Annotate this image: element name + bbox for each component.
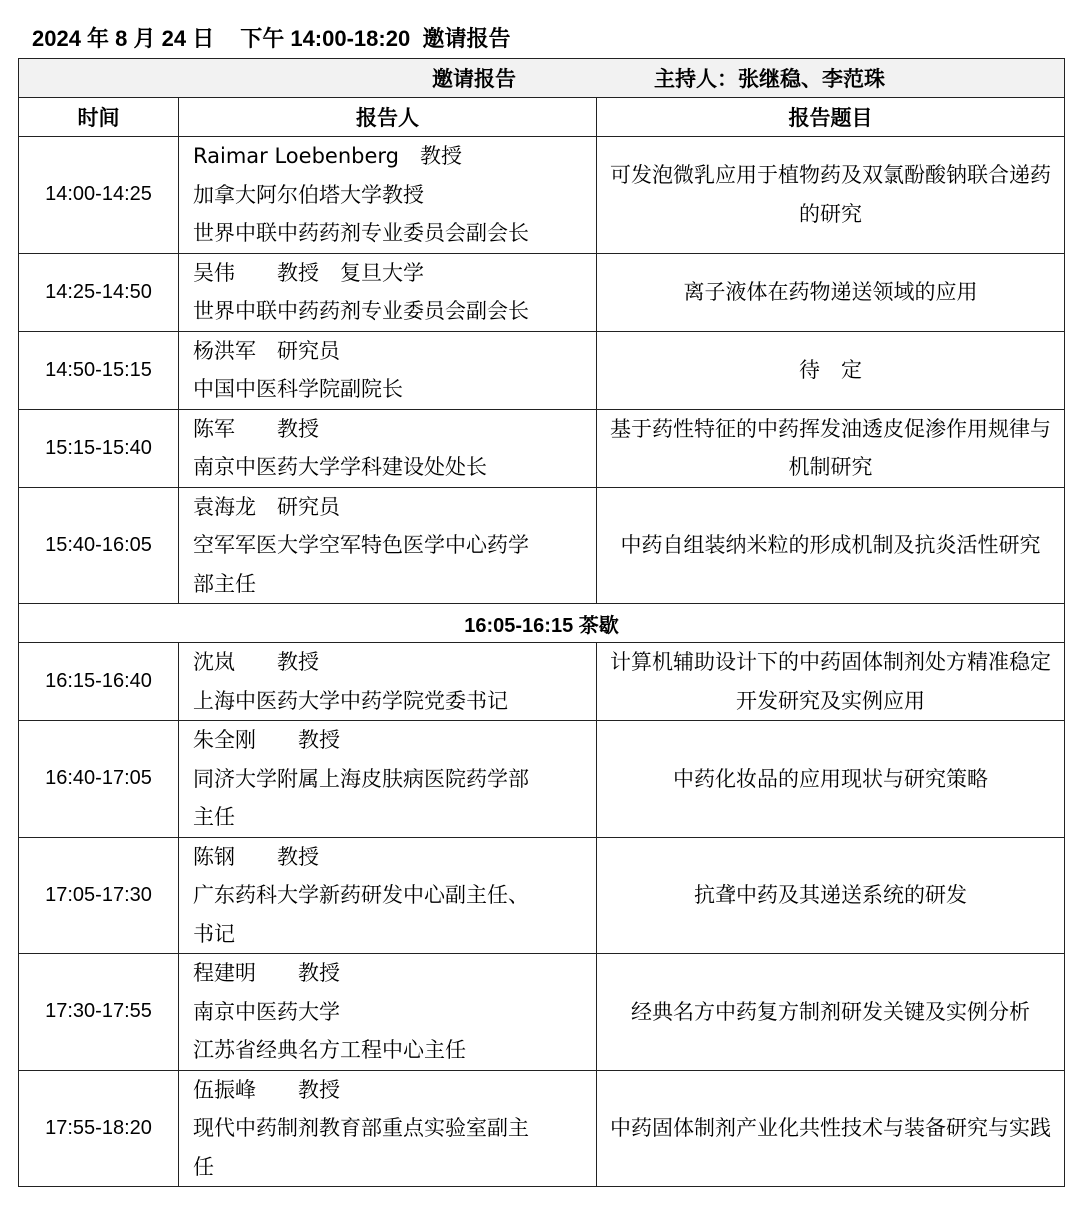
topic-line: 研究 — [998, 533, 1041, 557]
speaker-line: 上海中医药大学中药学院党委书记 — [193, 688, 508, 713]
heading-time: 下午 14:00-18:20 — [240, 26, 411, 51]
talk-speaker — [179, 643, 597, 721]
speaker-line: 同济大学附属上海皮肤病医院药学部 — [193, 766, 529, 791]
talk-topic — [597, 487, 1065, 604]
talk-time: 16:15-16:40 — [19, 643, 179, 721]
banner-host: 主持人：张继稳、李范珠 — [654, 67, 885, 91]
talk-row — [19, 409, 1065, 487]
speaker-line: 世界中联中药药剂专业委员会副会长 — [193, 221, 529, 245]
topic-line: 基于药性特征的中药挥发油透皮促渗作用 — [610, 416, 988, 441]
topic-line: 离子液体在药物递送领域的应用 — [683, 279, 978, 304]
talk-speaker — [179, 137, 597, 254]
talk-time: 17:30-17:55 — [19, 954, 179, 1071]
speaker-line: Raimar Loebenberg 教授 — [193, 144, 462, 168]
talk-time: 17:05-17:30 — [19, 837, 179, 954]
column-header-topic: 报告题目 — [597, 98, 1065, 137]
session-banner-row — [19, 59, 1065, 98]
talk-time: 14:50-15:15 — [19, 331, 179, 409]
topic-line: 中药自组装纳米粒的形成机制及抗炎活性 — [620, 533, 999, 557]
talk-row — [19, 837, 1065, 954]
speaker-line: 南京中医药大学学科建设处处长 — [193, 455, 487, 479]
speaker-line: 陈钢 教授 — [193, 844, 319, 869]
talk-speaker — [179, 1070, 597, 1187]
talk-speaker — [179, 331, 597, 409]
heading-session: 邀请报告 — [422, 26, 511, 51]
speaker-line: 吴伟 教授 复旦大学 — [193, 260, 424, 285]
speaker-line: 现代中药制剂教育部重点实验室副主 — [193, 1116, 529, 1140]
speaker-line: 空军军医大学空军特色医学中心药学 — [193, 533, 529, 557]
topic-line: 待 定 — [799, 357, 862, 382]
talk-topic — [597, 137, 1065, 254]
talk-speaker — [179, 409, 597, 487]
topic-line: 经典名方中药复方制剂研发关键及实例分 — [631, 999, 1009, 1024]
talk-row — [19, 331, 1065, 409]
talk-row — [19, 137, 1065, 254]
speaker-line: 朱全刚 教授 — [193, 728, 340, 752]
speaker-line: 伍振峰 教授 — [193, 1077, 340, 1102]
speaker-line: 袁海龙 研究员 — [193, 494, 340, 519]
talk-row — [19, 721, 1065, 838]
topic-line: 与实践 — [988, 1116, 1051, 1140]
tea-break-label: 茶歇 — [578, 614, 619, 637]
page-heading — [32, 22, 510, 53]
talk-time: 16:40-17:05 — [19, 721, 179, 838]
speaker-line: 中国中医科学院副院长 — [193, 377, 403, 401]
topic-line: 抗聋中药及其递送系统的研发 — [694, 883, 967, 907]
talk-topic — [597, 643, 1065, 721]
column-header-row — [19, 98, 1065, 137]
speaker-line: 广东药科大学新药研发中心副主任、 — [193, 883, 529, 907]
topic-line: 中药化妆品的应用现状与研究策略 — [673, 766, 988, 791]
talk-row — [19, 643, 1065, 721]
talk-speaker — [179, 837, 597, 954]
topic-line: 析 — [1009, 999, 1030, 1024]
speaker-line: 陈军 教授 — [193, 416, 319, 441]
topic-line: 计算机辅助设计下的中药固体制剂处方精 — [610, 650, 988, 674]
speaker-line: 主任 — [193, 805, 235, 829]
speaker-line: 部主任 — [193, 571, 256, 596]
talk-row — [19, 954, 1065, 1071]
speaker-line: 世界中联中药药剂专业委员会副会长 — [193, 299, 529, 323]
topic-line: 准稳定开发研究及实例应用 — [736, 650, 1051, 713]
topic-line: 规律与机制研究 — [788, 416, 1051, 479]
banner-session-title: 邀请报告 — [432, 67, 516, 91]
speaker-line: 沈岚 教授 — [193, 650, 319, 674]
schedule-table — [18, 58, 1065, 1187]
topic-line: 合递药的研究 — [799, 163, 1051, 226]
tea-break — [19, 604, 1065, 643]
talk-topic — [597, 721, 1065, 838]
topic-line: 可发泡微乳应用于植物药及双氯酚酸钠联 — [610, 163, 988, 188]
heading-date: 2024 年 8 月 24 日 — [32, 26, 215, 51]
speaker-line: 加拿大阿尔伯塔大学教授 — [193, 182, 424, 207]
speaker-line: 任 — [193, 1154, 214, 1179]
talk-topic — [597, 253, 1065, 331]
talk-topic — [597, 837, 1065, 954]
speaker-line: 江苏省经典名方工程中心主任 — [193, 1038, 466, 1062]
talk-topic — [597, 331, 1065, 409]
talk-speaker — [179, 954, 597, 1071]
talk-time: 14:25-14:50 — [19, 253, 179, 331]
talk-speaker — [179, 253, 597, 331]
speaker-line: 南京中医药大学 — [193, 999, 340, 1024]
talk-row — [19, 253, 1065, 331]
tea-break-row — [19, 604, 1065, 643]
talk-time: 14:00-14:25 — [19, 137, 179, 254]
talk-row — [19, 1070, 1065, 1187]
column-header-speaker: 报告人 — [179, 98, 597, 137]
talk-topic — [597, 1070, 1065, 1187]
talk-time: 15:40-16:05 — [19, 487, 179, 604]
talk-row — [19, 487, 1065, 604]
talk-speaker — [179, 487, 597, 604]
talk-topic — [597, 409, 1065, 487]
speaker-line: 书记 — [193, 921, 235, 946]
talk-time: 17:55-18:20 — [19, 1070, 179, 1187]
session-banner — [19, 59, 1065, 98]
talk-time: 15:15-15:40 — [19, 409, 179, 487]
speaker-line: 杨洪军 研究员 — [193, 338, 340, 363]
topic-line: 中药固体制剂产业化共性技术与装备研究 — [610, 1116, 988, 1140]
column-header-time: 时间 — [19, 98, 179, 137]
talk-speaker — [179, 721, 597, 838]
talk-topic — [597, 954, 1065, 1071]
speaker-line: 程建明 教授 — [193, 961, 340, 985]
tea-break-time: 16:05-16:15 — [464, 614, 574, 637]
